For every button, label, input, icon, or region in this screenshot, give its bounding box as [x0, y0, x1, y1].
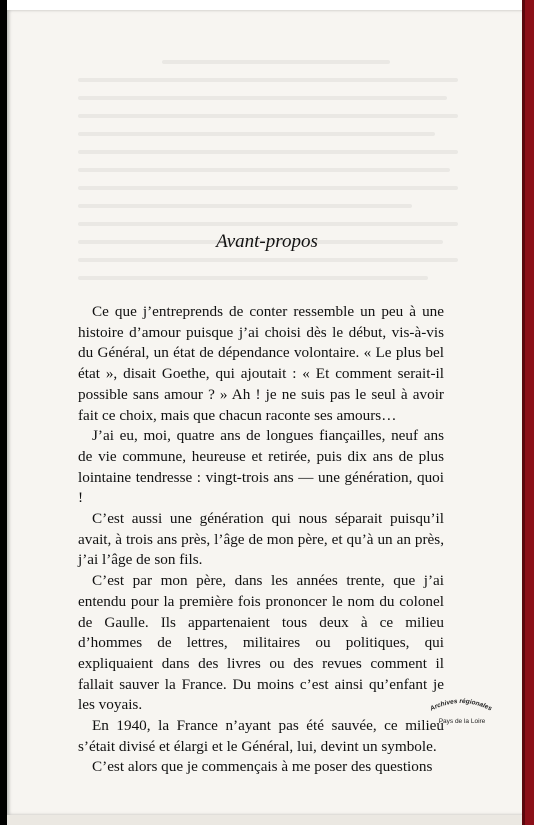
- archive-stamp: [418, 693, 504, 727]
- page-bottom-edge: [7, 815, 522, 825]
- body-text: [78, 302, 444, 778]
- scan-left-edge: [0, 0, 7, 825]
- svg-text:Archives régionales: [428, 698, 493, 713]
- paragraph: C’est aussi une génération qui nous séparait puisqu’il avait, à trois ans près, l’âge de mon père, et qu’à un an près, j’ai l’âge de son fils.: [78, 510, 444, 569]
- paragraph: C’est alors que je commençais à me poser des questions: [92, 758, 433, 776]
- paragraph: En 1940, la France n’ayant pas été sauvée, ce milieu s’était divisé et élargi et le Général, lui, devint un symbole.: [78, 717, 444, 755]
- stamp-line-2: Pays de la Loire: [438, 718, 486, 725]
- red-binding-edge: [522, 0, 534, 825]
- paragraph: Ce que j’entreprends de conter ressemble un peu à une histoire d’amour puisque j’ai choisi dès le début, vis-à-vis du Général, un état de dépendance volontaire. « Le plus bel état », disait Goethe, qui ajoutait : « Et comment serait-il possible sans amour ? » Ah ! je ne suis pas le seul à avoir fait ce choix, mais que chacun raconte ses amours…: [78, 303, 444, 424]
- stamp-line-1: Archives régionales: [429, 697, 493, 713]
- paragraph: J’ai eu, moi, quatre ans de longues fiançailles, neuf ans de vie commune, heureuse et retirée, puis dix ans de plus lointaine tendresse : vingt-trois ans — une génération, quoi !: [78, 427, 444, 507]
- chapter-title: Avant-propos: [216, 231, 318, 252]
- paragraph: C’est par mon père, dans les années trente, que j’ai entendu pour la première fois prononcer le nom du colonel de Gaulle. Ils appartenaient tous deux à ce milieu d’hommes de lettres, militaires ou politiques, qui expliquaient dans des livres ou des revues comment il fallait sauver la France. Du moins c’est ainsi qu’enfant je les voyais.: [78, 572, 444, 714]
